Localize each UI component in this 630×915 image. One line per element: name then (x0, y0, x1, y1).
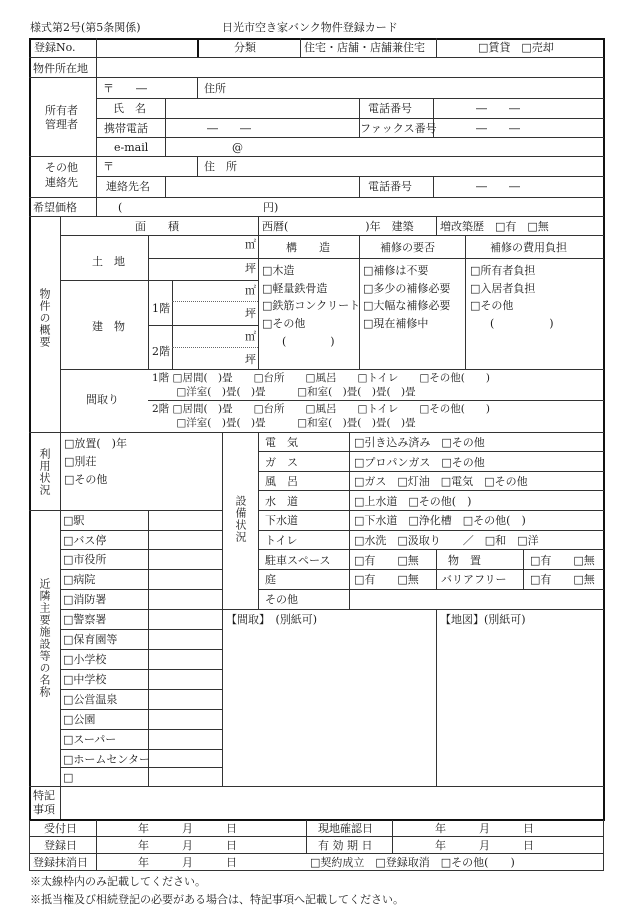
madori-row[interactable]: □洋室( )畳( )畳 □和室( )畳( )畳( )畳 (152, 417, 416, 429)
nearby-item[interactable]: □ (63, 771, 74, 784)
usage-option[interactable]: □別荘 (64, 455, 97, 468)
note: ※抵当権及び相続登記の必要がある場合は、特記事項へ記載してください。 (30, 893, 404, 906)
note: ※太線枠内のみ記載してください。 (30, 875, 206, 888)
land-label: 土 地 (92, 255, 125, 268)
nearby-item[interactable]: □公園 (63, 713, 96, 726)
construction-year: 西暦( )年 建築 (262, 220, 414, 233)
nearby-item[interactable]: □公営温泉 (63, 693, 118, 706)
structure-option[interactable]: □木造 (262, 264, 295, 277)
category-label: 分類 (234, 41, 256, 54)
location-label: 物件所在地 (33, 62, 88, 75)
nearby-item[interactable]: □保育園等 (63, 633, 118, 646)
repair-option[interactable]: □現在補修中 (363, 317, 429, 330)
repair-header: 補修の要否 (380, 241, 435, 254)
facility-option[interactable]: □水洗 □汲取り ／ □和 □洋 (354, 534, 539, 547)
nearby-item[interactable]: □市役所 (63, 553, 107, 566)
registered-date-label: 登録日 (44, 839, 77, 852)
cost-option[interactable]: □その他 (470, 299, 514, 312)
reg-no-label: 登録No. (34, 41, 76, 54)
owner-postal: 〒 ― (103, 82, 147, 95)
madori-row[interactable]: 1階 □居間( )畳 □台所 □風呂 □トイレ □その他( ) (152, 372, 490, 384)
contact-name-label: 連絡先名 (106, 180, 150, 193)
valid-until-label: 有 効 期 日 (318, 839, 373, 852)
renovation-history[interactable]: 増改築歴 □有 □無 (440, 220, 549, 233)
nearby-item[interactable]: □中学校 (63, 673, 107, 686)
madori-label: 間取り (86, 393, 119, 406)
facility-option[interactable]: □下水道 □浄化槽 □その他( ) (354, 514, 526, 527)
owner-mobile-label: 携帯電話 (104, 122, 148, 135)
site-check-date-label: 現地確認日 (318, 822, 373, 835)
garden-label: 庭 (265, 573, 276, 586)
repair-option[interactable]: □多少の補修必要 (363, 282, 451, 295)
building-label: 建 物 (92, 320, 125, 333)
facility-option[interactable]: □ガス □灯油 □電気 □その他 (354, 475, 528, 488)
nearby-side-label: 近隣主要施設等の名称 (38, 578, 51, 698)
property-types: 住宅・店舗・店舗兼住宅 (304, 41, 425, 54)
madori-row[interactable]: 2階 □居間( )畳 □台所 □風呂 □トイレ □その他( ) (152, 403, 490, 415)
garden-options[interactable]: □有 □無 (354, 573, 419, 586)
usage-side-label: 利用状況 (38, 448, 51, 496)
barrier-free-label: バリアフリー (441, 573, 507, 586)
property-registration-card: 様式第2号(第5条関係) 日光市空き家バンク物件登録カード 登録No. 分類 住宅・店舗・店舗兼住宅 □賃貸 □売却 物件所在地 所有者 管理者 〒 ― 住所 氏 名 電話番号 ― ― 携帯電話 ― ― ファックス番号 ― ― e-mail @ その他 連絡先 〒 住 所 連絡先名 電話番号 ― ― 希望価格 ( 円) 物件の概要 面 積 西暦( )年 建築 増改築歴 □有 □無 土 地 ㎡ 坪 建 物 1階 ㎡ 坪 2階 ㎡ 坪 構 造 補修の要否 補修の費用負担 □木造 □軽量鉄骨造 □鉄筋コンクリート □その他 ( ) □補修は不要 □多少の補修必要 □大幅な補修必要 □現在補修中 □所有者負担 □入居者負担 □その他 ( ) 間取り 1階 □居間( )畳 □台所 □風呂 □トイレ □その他( ) □洋室( )畳( )畳 □和室( )畳( )畳( )畳 2階 □居間( )畳 □台所 □風呂 □トイレ □その他( ) □洋室( )畳( )畳 □和室( )畳( )畳( )畳 利用状況 □放置( )年 □別荘 □その他 設備状況 電 気 □引き込み済み □その他 ガ ス □プロパンガス □その他 風 呂 □ガス □灯油 □電気 □その他 水 道 □上水道 □その他( ) 下水道 □下水道 □浄化槽 □その他( ) トイレ □水洗 □汲取り ／ □和 □洋 駐車スペース □有 □無 物 置 □有 □無 庭 □有 □無 バリアフリー □有 □無 その他 【間取】 (別紙可) 【地図】(別紙可) 近隣主要施設等の名称 □駅 □バス停 □市役所 □病院 □消防署 □警察署 □保育園等 □小学校 □中学校 □公営温泉 □公園 □スーパー □ホームセンター □ 特記 事項 受付日 年 月 日 現地確認日 年 月 日 登録日 年 月 日 有 効 期 日 年 月 日 登録抹消日 年 月 日 □契約成立 □登録取消 □その他( ) ※太線枠内のみ記載してください。 ※抵当権及び相続登記の必要がある場合は、特記事項へ記載してください。 (0, 0, 630, 915)
owner-name-label: 氏 名 (113, 102, 146, 115)
form-number: 様式第2号(第5条関係) (30, 21, 141, 34)
area-header: 面 積 (135, 220, 179, 233)
barrier-free-options[interactable]: □有 □無 (530, 573, 595, 586)
price-label: 希望価格 (33, 201, 77, 214)
nearby-item[interactable]: □病院 (63, 573, 96, 586)
rule (29, 57, 604, 58)
owner-label: 所有者 (45, 104, 78, 117)
deal-type-checkboxes[interactable]: □賃貸 □売却 (478, 41, 554, 54)
storage-options[interactable]: □有 □無 (530, 554, 595, 567)
usage-option[interactable]: □放置( )年 (64, 437, 127, 450)
map-box: 【地図】(別紙可) (440, 613, 526, 626)
facility-option[interactable]: □上水道 □その他( ) (354, 495, 472, 508)
structure-option[interactable]: □鉄筋コンクリート (262, 299, 361, 312)
page-title: 日光市空き家バンク物件登録カード (222, 21, 398, 34)
structure-header: 構 造 (286, 241, 330, 254)
nearby-item[interactable]: □警察署 (63, 613, 107, 626)
cancel-reason-options[interactable]: □契約成立 □登録取消 □その他( ) (310, 856, 515, 869)
owner-email-label: e-mail (114, 141, 149, 154)
special-notes-label: 特記 (33, 789, 55, 802)
facilities-side-label: 設備状況 (234, 495, 247, 543)
repair-cost-header: 補修の費用負担 (490, 241, 567, 254)
facility-option[interactable]: □引き込み済み □その他 (354, 436, 485, 449)
repair-option[interactable]: □大幅な補修必要 (363, 299, 451, 312)
cancelled-date-label: 登録抹消日 (33, 856, 88, 869)
contact-label: その他 (45, 161, 78, 174)
nearby-item[interactable]: □小学校 (63, 653, 107, 666)
madori-row[interactable]: □洋室( )畳( )畳 □和室( )畳( )畳( )畳 (152, 386, 416, 398)
nearby-item[interactable]: □バス停 (63, 534, 107, 547)
nearby-item[interactable]: □消防署 (63, 593, 107, 606)
nearby-item[interactable]: □スーパー (63, 733, 117, 746)
floor-plan-box: 【間取】 (別紙可) (226, 613, 318, 626)
cost-option[interactable]: □所有者負担 (470, 264, 536, 277)
usage-option[interactable]: □その他 (64, 473, 108, 486)
storage-label: 物 置 (448, 554, 481, 567)
structure-option[interactable]: □軽量鉄骨造 (262, 282, 328, 295)
facility-option[interactable]: □プロパンガス □その他 (354, 456, 485, 469)
parking-options[interactable]: □有 □無 (354, 554, 419, 567)
structure-option[interactable]: □その他 (262, 317, 306, 330)
nearby-item[interactable]: □駅 (63, 514, 85, 527)
cost-option[interactable]: □入居者負担 (470, 282, 536, 295)
nearby-item[interactable]: □ホームセンター (63, 753, 150, 766)
frame-bottom (29, 819, 605, 821)
owner-address-label: 住所 (204, 82, 226, 95)
repair-option[interactable]: □補修は不要 (363, 264, 429, 277)
owner-fax-label: ファックス番号 (360, 122, 437, 135)
owner-phone-label: 電話番号 (368, 102, 412, 115)
parking-label: 駐車スペース (265, 554, 331, 567)
received-date-label: 受付日 (44, 822, 77, 835)
overview-side-label: 物件の概要 (38, 288, 51, 348)
frame-top (29, 38, 604, 40)
other-facility-label: その他 (265, 593, 298, 606)
